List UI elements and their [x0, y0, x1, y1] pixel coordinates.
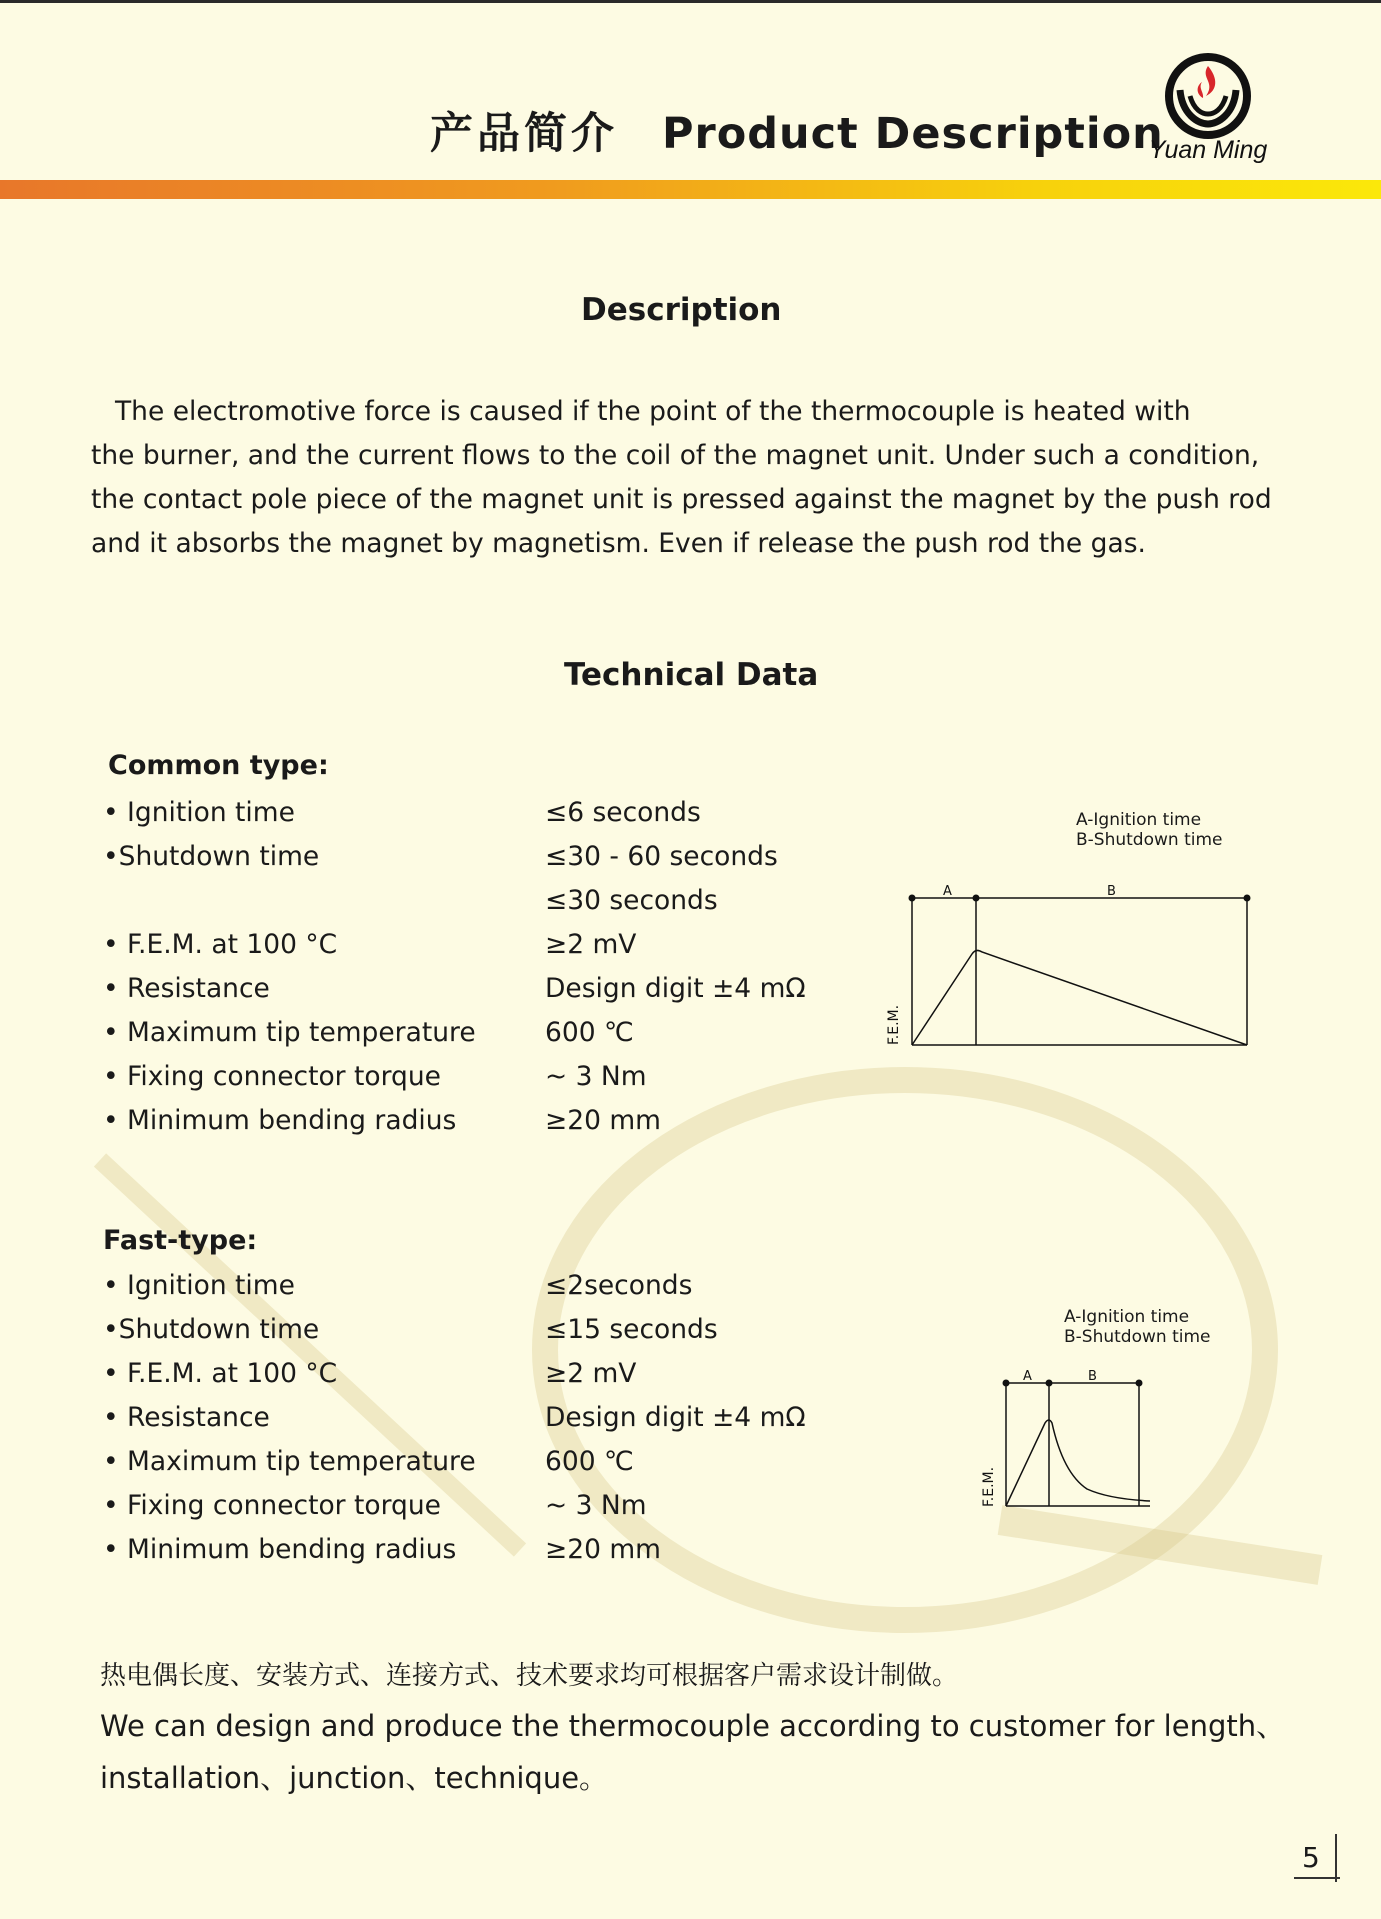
common-type-heading: Common type:: [108, 750, 329, 781]
common-diagram-legend: [1076, 810, 1222, 850]
fast-shutdown-value: ≤15 seconds: [545, 1314, 718, 1345]
page-title-cn: 产品简介: [430, 109, 618, 159]
fast-bending-value: ≥20 mm: [545, 1534, 661, 1565]
fast-type-diagram: [975, 1365, 1155, 1515]
description-heading: Description: [581, 292, 782, 328]
common-type-diagram: [880, 878, 1260, 1053]
footer-en-line: We can design and produce the thermocouple according to customer for length、: [100, 1709, 1286, 1743]
fast-resistance-label: • Resistance: [103, 1402, 270, 1433]
fast-shutdown-label: •Shutdown time: [103, 1314, 320, 1345]
footer-en-line: installation、junction、technique。: [100, 1761, 609, 1795]
description-line: the burner, and the current flows to the coil of the magnet unit. Under such a condition,: [91, 440, 1260, 471]
description-line: The electromotive force is caused if the point of the thermocouple is heated with: [115, 396, 1191, 427]
common-torque-value: ~ 3 Nm: [545, 1061, 647, 1092]
fast-bending-label: • Minimum bending radius: [103, 1534, 457, 1565]
page-title: [430, 100, 1164, 161]
fast-ignition-label: • Ignition time: [103, 1270, 295, 1301]
common-bending-label: • Minimum bending radius: [103, 1105, 457, 1136]
common-bending-value: ≥20 mm: [545, 1105, 661, 1136]
logo-text: Yuan Ming: [1148, 136, 1268, 164]
page-top-border: [0, 0, 1381, 3]
diagram-label-a: A: [943, 884, 952, 899]
y-axis-label: F.E.M.: [981, 1466, 997, 1507]
page-number-rule-horizontal: [1294, 1877, 1340, 1879]
y-axis-label: F.E.M.: [886, 1004, 902, 1045]
fem-curve: [1006, 1420, 1150, 1506]
fast-ignition-value: ≤2seconds: [545, 1270, 693, 1301]
legend-shutdown: B-Shutdown time: [1064, 1327, 1211, 1347]
fast-fem-value: ≥2 mV: [545, 1358, 637, 1389]
common-ignition-label: • Ignition time: [103, 797, 295, 828]
fast-max-temp-label: • Maximum tip temperature: [103, 1446, 476, 1477]
common-torque-label: • Fixing connector torque: [103, 1061, 441, 1092]
header-gradient-bar: [0, 180, 1381, 199]
description-line: the contact pole piece of the magnet unit is pressed against the magnet by the push rod: [91, 484, 1272, 515]
diagram-label-a: A: [1023, 1369, 1032, 1384]
diagram-label-b: B: [1088, 1369, 1097, 1384]
page-number: 5: [1302, 1841, 1320, 1874]
common-shutdown-value: ≤30 - 60 seconds: [545, 841, 778, 872]
page-number-rule-vertical: [1335, 1834, 1337, 1882]
common-max-temp-value: 600 ℃: [545, 1017, 634, 1048]
description-line: and it absorbs the magnet by magnetism. Even if release the push rod the gas.: [91, 528, 1146, 559]
common-resistance-value: Design digit ±4 mΩ: [545, 973, 806, 1004]
fast-torque-label: • Fixing connector torque: [103, 1490, 441, 1521]
legend-ignition: A-Ignition time: [1076, 810, 1202, 830]
common-max-temp-label: • Maximum tip temperature: [103, 1017, 476, 1048]
legend-shutdown: B-Shutdown time: [1076, 830, 1223, 850]
fast-max-temp-value: 600 ℃: [545, 1446, 634, 1477]
common-resistance-label: • Resistance: [103, 973, 270, 1004]
common-fem-value: ≥2 mV: [545, 929, 637, 960]
fast-resistance-value: Design digit ±4 mΩ: [545, 1402, 806, 1433]
fem-curve: [912, 950, 1247, 1045]
common-shutdown-label: •Shutdown time: [103, 841, 320, 872]
common-fem-label: • F.E.M. at 100 °C: [103, 929, 338, 960]
footer-note-en: [100, 1700, 1285, 1804]
technical-data-heading: Technical Data: [564, 657, 819, 693]
page-title-en: Product Description: [662, 109, 1164, 159]
common-shutdown-value-alt: ≤30 seconds: [545, 885, 718, 916]
footer-note-cn: 热电偶长度、安装方式、连接方式、技术要求均可根据客户需求设计制做。: [100, 1661, 959, 1691]
fast-type-heading: Fast-type:: [103, 1225, 258, 1256]
fast-diagram-legend: [1064, 1307, 1210, 1347]
fast-torque-value: ~ 3 Nm: [545, 1490, 647, 1521]
common-ignition-value: ≤6 seconds: [545, 797, 701, 828]
fast-fem-label: • F.E.M. at 100 °C: [103, 1358, 338, 1389]
diagram-label-b: B: [1107, 884, 1116, 899]
description-paragraph: [91, 390, 1291, 566]
legend-ignition: A-Ignition time: [1064, 1307, 1190, 1327]
